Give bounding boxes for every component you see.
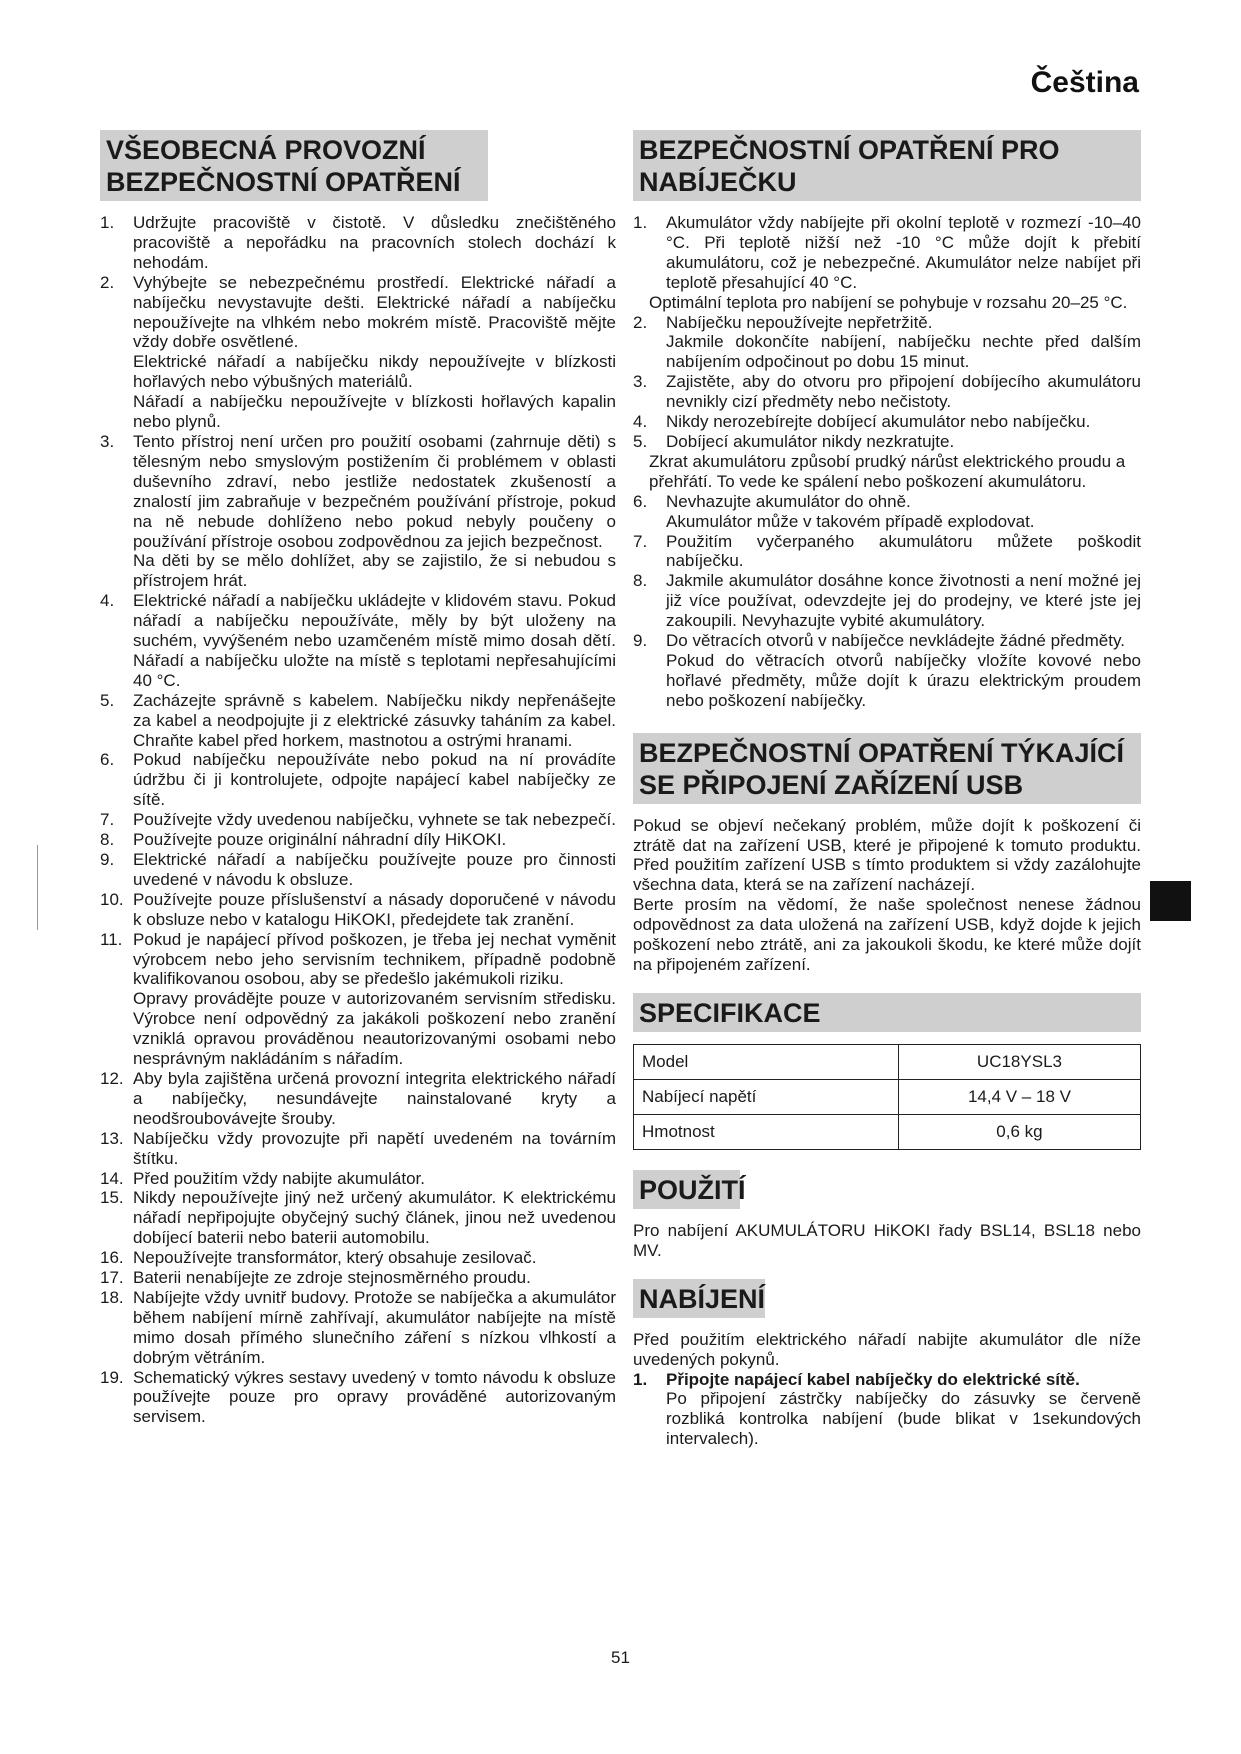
item-text: Akumulátor vždy nabíjejte při okolní teplotě v rozmezí -10–40 °C. Při teplotě nižší než -10 °C může dojít k přebití akumulátoru, což je nebezpečné. Akumulátor nelze nabíjet při teplotě přesahující 40 °C. — [666, 213, 1141, 292]
item-number: 17. — [100, 1268, 124, 1288]
item-text: Pokud je napájecí přívod poškozen, je třeba jej nechat vyměnit výrobcem nebo jeho servisním technikem, případně podobně kvalifikovanou osobou, aby se předešlo jakémukoli riziku. — [133, 929, 616, 989]
item-number: 7. — [633, 531, 648, 551]
list-item — [100, 1169, 616, 1189]
list-item — [100, 890, 616, 930]
item-extra-text: Pokud do větracích otvorů nabíječky vložíte kovové nebo hořlavé předměty, může dojít k úrazu elektrickým proudem nebo poškození nabíječky. — [666, 650, 1141, 710]
item-text: Zacházejte správně s kabelem. Nabíječku nikdy nepřenášejte za kabel a neodpojujte ji z elektrické zásuvky taháním za kabel. Chraňte kabel před horkem, mastnotou a ostrými hranami. — [133, 690, 616, 750]
item-number: 4. — [633, 412, 648, 432]
item-number: 13. — [100, 1128, 124, 1148]
list-item — [100, 213, 616, 273]
item-text: Nikdy nerozebírejte dobíjecí akumulátor nebo nabíječku. — [666, 412, 1091, 432]
item-number: 9. — [633, 631, 648, 651]
item-number: 19. — [100, 1367, 124, 1387]
list-item — [100, 1188, 616, 1248]
list-item — [633, 372, 1141, 412]
list-item — [633, 412, 1141, 432]
item-number: 2. — [100, 272, 115, 292]
item-number: 9. — [100, 850, 115, 869]
list-item — [633, 571, 1141, 631]
margin-mark — [37, 845, 38, 930]
list-item — [100, 1268, 616, 1288]
item-number: 8. — [100, 830, 115, 850]
item-text: Jakmile akumulátor dosáhne konce životnosti a není možné jej již více používat, odevzdejte jej do prodejny, ve které jste jej zakoupili. Nevyhazujte vybité akumulátory. — [666, 571, 1141, 631]
step-title: Připojte napájecí kabel nabíječky do elektrické sítě. — [666, 1369, 1080, 1389]
item-text: Nabíjejte vždy uvnitř budovy. Protože se nabíječka a akumulátor během nabíjení mírně zahřívají, akumulátor nabíjejte na místě mimo dosah přímého slunečního záření s nízkou vlhkostí a dobrým větráním. — [133, 1287, 616, 1367]
list-item — [100, 432, 616, 591]
list-item — [100, 691, 616, 751]
item-number: 3. — [100, 431, 115, 451]
item-number: 5. — [633, 431, 648, 451]
item-extra-text: Jakmile dokončíte nabíjení, nabíječku nechte před dalším nabíjením odpočinout po dobu 15 minut. — [666, 332, 1141, 372]
spec-value: UC18YSL3 — [898, 1044, 1140, 1079]
page-number: 51 — [611, 1648, 630, 1667]
usb-paragraph-1: Pokud se objeví nečekaný problém, může dojít k poškození či ztrátě dat na zařízení USB, které je připojené k tomuto produktu. Před použitím zařízení USB s tímto produktem si vždy zazálohujte všechna data, která se na zařízení nacházejí. — [633, 815, 1141, 895]
list-item — [633, 492, 1141, 532]
item-number: 11. — [100, 929, 123, 949]
charging-steps — [633, 1370, 1141, 1450]
item-text: Baterii nenabíjejte ze zdroje stejnosměrného proudu. — [133, 1268, 531, 1288]
general-safety-list — [100, 213, 616, 1427]
list-item — [633, 213, 1141, 293]
item-number: 6. — [100, 750, 115, 770]
step-number: 1. — [633, 1369, 648, 1389]
item-number: 6. — [633, 491, 648, 511]
list-item — [100, 1368, 616, 1428]
item-note: Zkrat akumulátoru způsobí prudký nárůst elektrického proudu a přehřátí. To vede ke spálení nebo poškození akumulátoru. — [649, 451, 1126, 491]
item-number: 8. — [633, 571, 648, 591]
item-text: Vyhýbejte se nebezpečnému prostředí. Elektrické nářadí a nabíječku nevystavujte dešti. Elektrické nářadí a nabíječku nepoužívejte na vlhkém nebo mokrém místě. Pracoviště mějte vždy dobře osvětlené. — [133, 272, 616, 352]
use-heading: POUŽITÍ — [633, 1170, 740, 1209]
list-item — [100, 830, 616, 850]
item-text: Nabíječku nepoužívejte nepřetržitě. — [666, 312, 933, 332]
item-number: 10. — [100, 889, 124, 909]
item-text: Zajistěte, aby do otvoru pro připojení dobíjecího akumulátoru nevnikly cizí předměty nebo nečistoty. — [666, 372, 1141, 412]
item-number: 12. — [100, 1068, 124, 1088]
spec-table — [633, 1044, 1141, 1150]
item-note: Optimální teplota pro nabíjení se pohybuje v rozsahu 20–25 °C. — [649, 292, 1128, 312]
item-extra-text: Nářadí a nabíječku nepoužívejte v blízkosti hořlavých kapalin nebo plynů. — [133, 392, 616, 432]
item-number: 5. — [100, 690, 115, 710]
item-extra-text: Akumulátor může v takovém případě explodovat. — [666, 511, 1035, 531]
item-text: Aby byla zajištěna určená provozní integrita elektrického nářadí a nabíječky, nesundávejte nainstalované kryty a neodšroubovávejte šrouby. — [133, 1068, 616, 1128]
item-text: Do větracích otvorů v nabíječce nevkládejte žádné předměty. — [666, 631, 1125, 651]
list-item — [100, 930, 616, 1069]
item-number: 14. — [100, 1168, 124, 1188]
charger-safety-list — [633, 213, 1141, 711]
list-item — [633, 532, 1141, 572]
list-item — [100, 810, 616, 830]
item-number: 18. — [100, 1287, 124, 1307]
list-item — [100, 1069, 616, 1129]
item-number: 4. — [100, 591, 115, 611]
item-text: Elektrické nářadí a nabíječku ukládejte v klidovém stavu. Pokud nářadí a nabíječku nepoužíváte, měly by být uloženy na suchém, vyvýšeném nebo uzamčeném místě mimo dosah dětí. Nářadí a nabíječku uložte na místě s teplotami nepřesahujícími 40 °C. — [133, 591, 616, 690]
item-text: Schematický výkres sestavy uvedený v tomto návodu k obsluze používejte pouze pro opravy prováděné autorizovaným servisem. — [133, 1367, 616, 1427]
spec-value: 14,4 V – 18 V — [898, 1079, 1140, 1114]
item-number: 16. — [100, 1248, 124, 1268]
general-safety-heading: VŠEOBECNÁ PROVOZNÍ BEZPEČNOSTNÍ OPATŘENÍ — [100, 130, 488, 201]
step-text: Po připojení zástrčky nabíječky do zásuvky se červeně rozbliká kontrolka nabíjení (bude blikat v 1sekundových intervalech). — [666, 1389, 1141, 1449]
list-item — [633, 432, 1141, 452]
spec-label: Model — [634, 1044, 899, 1079]
charging-step — [633, 1370, 1141, 1450]
spec-value: 0,6 kg — [898, 1114, 1140, 1149]
list-item — [100, 1248, 616, 1268]
list-item — [633, 631, 1141, 711]
usb-paragraph-2: Berte prosím na vědomí, že naše společnost nenese žádnou odpovědnost za data uložená na zařízení USB, když dojde k jejich poškození nebo ztrátě, ani za jakoukoli škodu, ke které může dojít na připojeném zařízení. — [633, 895, 1141, 974]
spec-label: Nabíjecí napětí — [634, 1079, 899, 1114]
list-item — [633, 313, 1141, 373]
item-number: 1. — [100, 213, 115, 232]
item-extra-text: Elektrické nářadí a nabíječku nikdy nepoužívejte v blízkosti hořlavých nebo výbušných materiálů. — [133, 352, 616, 392]
item-number: 1. — [633, 213, 648, 232]
list-item — [100, 850, 616, 890]
item-extra-text: Opravy provádějte pouze v autorizovaném servisním středisku. Výrobce není odpovědný za jakákoli poškození nebo zranění vzniklá opravou prováděnou neautorizovanými osobami nebo nesprávným nakládáním s nářadím. — [133, 989, 616, 1069]
item-number: 2. — [633, 312, 648, 332]
spec-row-model — [634, 1044, 1141, 1079]
list-item — [100, 1288, 616, 1368]
charger-safety-heading: BEZPEČNOSTNÍ OPATŘENÍ PRO NABÍJEČKU — [633, 130, 1141, 201]
use-text: Pro nabíjení AKUMULÁTORU HiKOKI řady BSL14, BSL18 nebo MV. — [633, 1220, 1141, 1260]
spec-row-voltage — [634, 1079, 1141, 1114]
item-text: Dobíjecí akumulátor nikdy nezkratujte. — [666, 431, 955, 451]
charging-intro: Před použitím elektrického nářadí nabijte akumulátor dle níže uvedených pokynů. — [633, 1329, 1141, 1369]
item-text: Nepoužívejte transformátor, který obsahuje zesilovač. — [133, 1248, 537, 1268]
list-item — [100, 591, 616, 691]
item-text: Před použitím vždy nabijte akumulátor. — [133, 1168, 425, 1188]
item-number: 15. — [100, 1188, 124, 1208]
language-label: Čeština — [1030, 66, 1139, 99]
item-text: Elektrické nářadí a nabíječku používejte pouze pro činnosti uvedené v návodu k obsluze. — [133, 850, 616, 889]
usb-safety-heading: BEZPEČNOSTNÍ OPATŘENÍ TÝKAJÍCÍ SE PŘIPOJENÍ ZAŘÍZENÍ USB — [633, 733, 1141, 804]
item-text: Používejte pouze příslušenství a násady doporučené v návodu k obsluze nebo v katalogu HiKOKI, předejdete tak zranění. — [133, 889, 616, 929]
left-column — [100, 130, 616, 1427]
list-item — [100, 1129, 616, 1169]
item-text: Používejte vždy uvedenou nabíječku, vyhnete se tak nebezpečí. — [133, 810, 616, 830]
section-tab-marker — [1150, 881, 1191, 921]
right-column — [633, 130, 1141, 1449]
item-text: Tento přístroj není určen pro použití osobami (zahrnuje děti) s tělesným nebo smyslovým postižením či problémem v oblasti duševního zdraví, nebo jestliže nedostatek zkušeností a znalostí jim zabraňuje v bezpečném používání přístroje, pokud na ně nebude dohlíženo nebo pokud nebyly poučeny o používání přístroje osobou zodpovědnou za jejich bezpečnost. — [133, 431, 616, 551]
item-extra-text: Na děti by se mělo dohlížet, aby se zajistilo, že si nebudou s přístrojem hrát. — [133, 551, 616, 591]
item-text: Nevhazujte akumulátor do ohně. — [666, 491, 911, 511]
item-text: Nabíječku vždy provozujte při napětí uvedeném na továrním štítku. — [133, 1128, 616, 1168]
item-text: Pokud nabíječku nepoužíváte nebo pokud na ní provádíte údržbu či ji kontrolujete, odpojte napájecí kabel nabíječky ze sítě. — [133, 750, 616, 810]
item-number: 7. — [100, 810, 115, 830]
item-text: Udržujte pracoviště v čistotě. V důsledku znečištěného pracoviště a nepořádku na pracovních stolech dochází k nehodám. — [133, 213, 616, 272]
item-number: 3. — [633, 372, 648, 392]
spec-row-weight — [634, 1114, 1141, 1149]
item-text: Používejte pouze originální náhradní díly HiKOKI. — [133, 830, 507, 850]
charging-heading: NABÍJENÍ — [633, 1279, 765, 1318]
item-text: Použitím vyčerpaného akumulátoru můžete poškodit nabíječku. — [666, 531, 1141, 571]
spec-heading: SPECIFIKACE — [633, 993, 1141, 1032]
list-item — [100, 273, 616, 432]
list-item — [100, 750, 616, 810]
item-text: Nikdy nepoužívejte jiný než určený akumulátor. K elektrickému nářadí nepřipojujte obyčejný suchý článek, jinou než uvedenou dobíjecí baterii nebo baterii automobilu. — [133, 1188, 616, 1248]
spec-label: Hmotnost — [634, 1114, 899, 1149]
